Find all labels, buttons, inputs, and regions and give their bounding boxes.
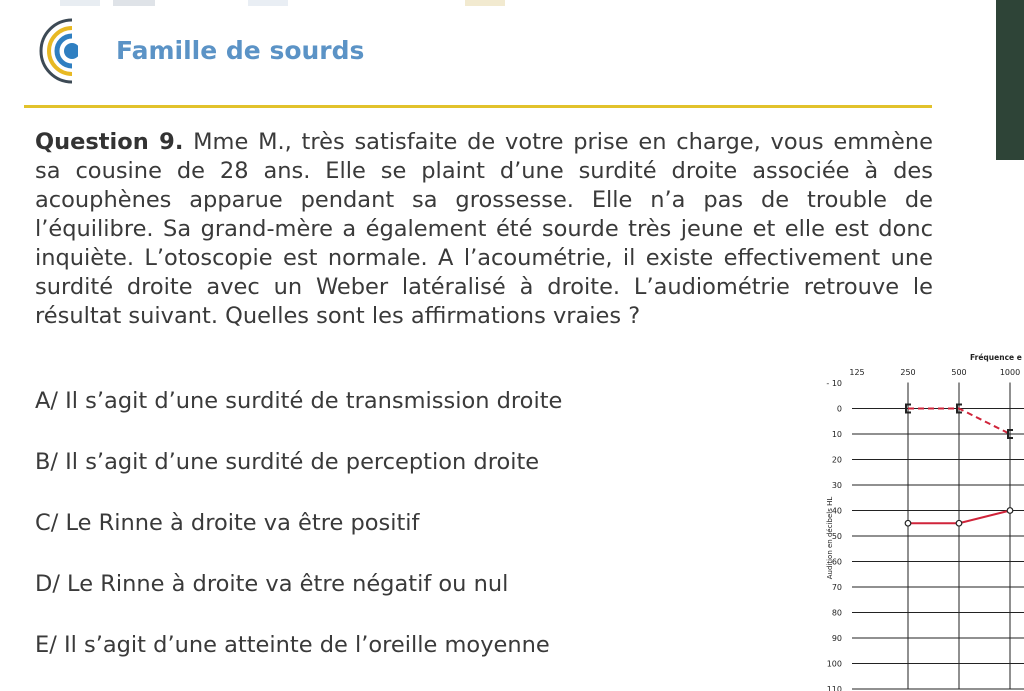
question-label: Question 9. — [35, 129, 184, 155]
y-tick-label: 70 — [831, 583, 842, 592]
data-point-circle — [1007, 508, 1013, 514]
y-tick-label: 100 — [826, 659, 842, 669]
top-decoration-strip — [0, 0, 1024, 6]
x-tick-label: 125 — [849, 368, 865, 377]
y-tick-label: 50 — [831, 532, 842, 541]
answer-option-c[interactable]: C/ Le Rinne à droite va être positif — [35, 510, 420, 536]
page-title: Famille de sourds — [116, 36, 365, 65]
y-tick-label: 90 — [831, 634, 842, 643]
x-tick-label: 1000 — [999, 368, 1021, 377]
y-tick-label: 20 — [831, 455, 842, 465]
audiogram-chart — [818, 350, 1024, 691]
y-tick-label: 110 — [826, 685, 842, 691]
ear-logo-icon — [32, 16, 78, 86]
answer-option-a[interactable]: A/ Il s’agit d’une surdité de transmission droite — [35, 388, 563, 414]
audiogram-svg — [818, 350, 1024, 691]
y-tick-label: 60 — [831, 557, 842, 567]
data-point-circle — [956, 520, 962, 526]
y-tick-label: 30 — [831, 481, 842, 490]
question-text — [35, 128, 933, 331]
y-tick-label: 0 — [836, 404, 842, 414]
title-divider — [24, 105, 932, 108]
y-tick-label: 80 — [831, 608, 842, 618]
answer-option-e[interactable]: E/ Il s’agit d’une atteinte de l’oreille moyenne — [35, 632, 550, 658]
y-tick-label: 40 — [831, 506, 842, 516]
x-tick-label: 250 — [900, 368, 916, 377]
y-axis-label: Audition en décibels HL — [826, 496, 834, 580]
side-dark-panel — [996, 0, 1024, 160]
y-tick-label: 10 — [831, 430, 842, 439]
x-tick-label: 500 — [951, 368, 967, 377]
answer-option-b[interactable]: B/ Il s’agit d’une surdité de perception droite — [35, 449, 540, 475]
y-tick-label: - 10 — [826, 379, 842, 388]
answer-option-d[interactable]: D/ Le Rinne à droite va être négatif ou nul — [35, 571, 509, 597]
data-point-circle — [905, 520, 911, 526]
chart-title: Fréquence e — [970, 353, 1022, 362]
question-body: Mme M., très satisfaite de votre prise en charge, vous emmène sa cousine de 28 ans. Elle se plaint d’une surdité droite associée à des acouphènes apparue pendant sa grossesse. Elle n’a pas de trouble de l’équilibre. Sa grand-mère a également été sourde très jeune et elle est donc inquiète. L’otoscopie est normale. A l’acoumétrie, il existe effectivement une surdité droite avec un Weber latéralisé à droite. L’audiométrie retrouve le résultat suivant. Quelles sont les affirmations vraies ? — [35, 129, 933, 329]
